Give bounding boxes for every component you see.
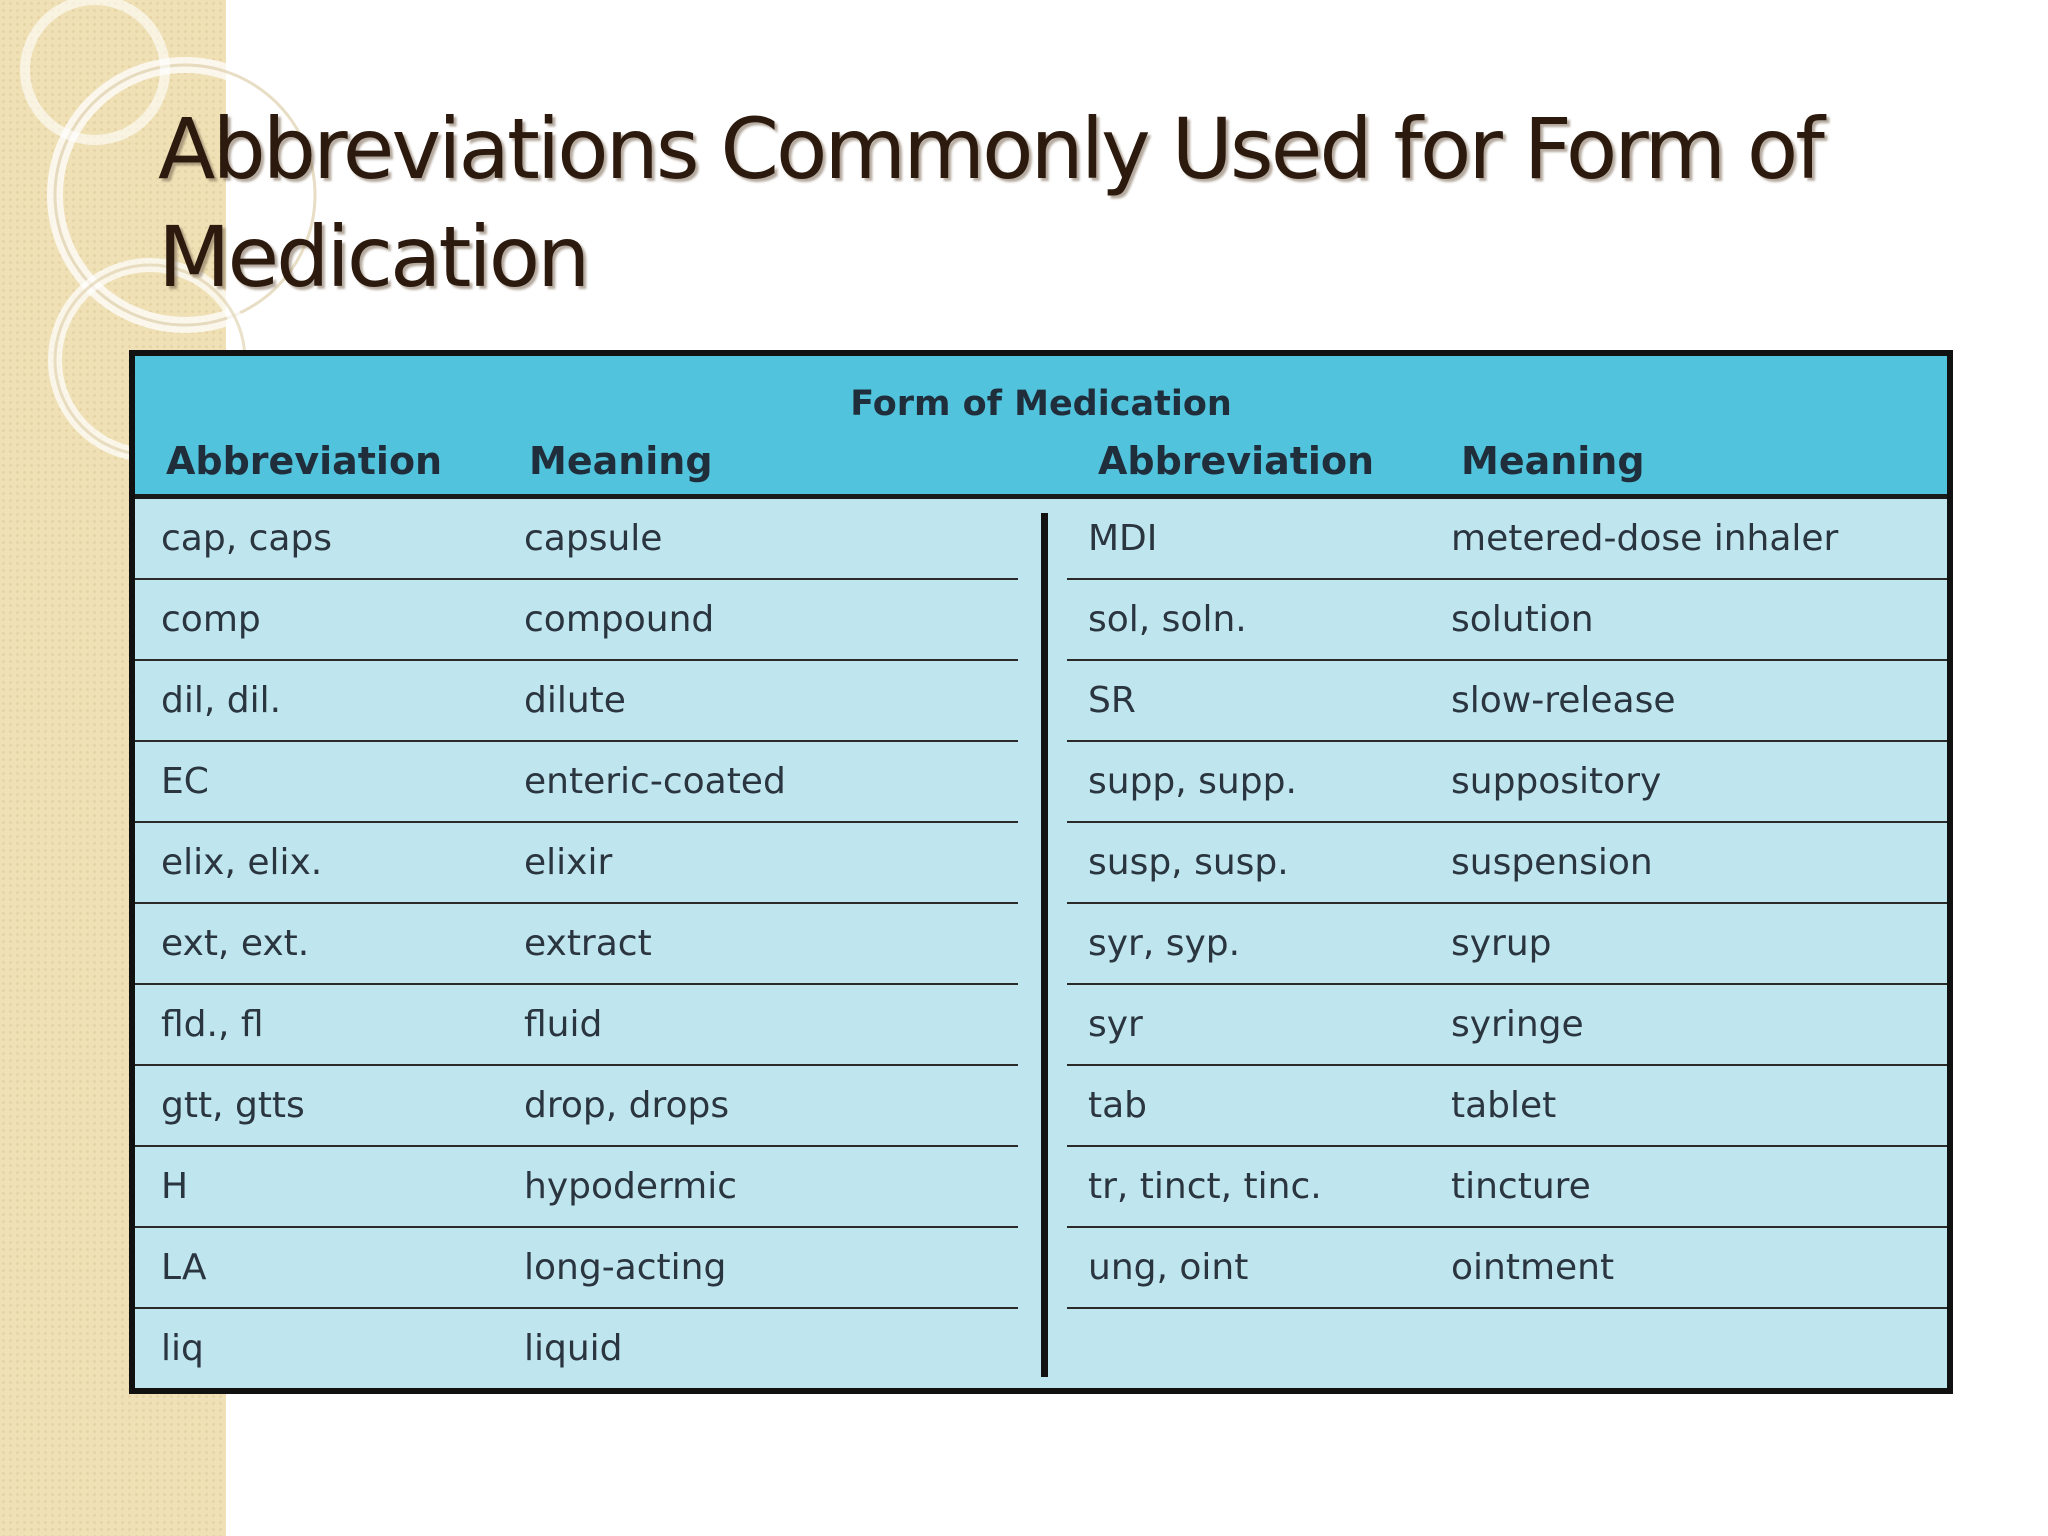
table-row — [1067, 499, 1947, 580]
abbreviation-cell: supp, supp. — [1088, 761, 1297, 802]
abbreviation-cell: tab — [1088, 1085, 1148, 1126]
table-row — [1067, 580, 1947, 661]
table-row — [135, 661, 1018, 742]
abbreviation-cell: ext, ext. — [161, 923, 310, 964]
meaning-cell: slow-release — [1451, 680, 1676, 721]
table-row — [135, 1228, 1018, 1309]
abbreviation-cell: liq — [161, 1328, 204, 1369]
table-row — [1067, 1228, 1947, 1309]
meaning-cell: metered-dose inhaler — [1451, 518, 1839, 559]
meaning-cell: suspension — [1451, 842, 1653, 883]
table-row — [1067, 661, 1947, 742]
table-body — [135, 499, 1947, 1388]
meaning-cell: dilute — [524, 680, 626, 721]
table-row — [135, 1066, 1018, 1147]
abbreviation-cell: ung, oint — [1088, 1247, 1249, 1288]
abbreviation-cell: susp, susp. — [1088, 842, 1289, 883]
meaning-cell: solution — [1451, 599, 1594, 640]
table-group-title: Form of Medication — [850, 384, 1232, 424]
table-row — [1067, 742, 1947, 823]
abbreviation-cell: fld., fl — [161, 1004, 264, 1045]
meaning-cell: syrup — [1451, 923, 1552, 964]
table-row — [1067, 1066, 1947, 1147]
table-row — [1067, 904, 1947, 985]
meaning-cell: compound — [524, 599, 715, 640]
meaning-cell: capsule — [524, 518, 663, 559]
column-header-meaning-right: Meaning — [1461, 439, 1645, 483]
meaning-cell: liquid — [524, 1328, 623, 1369]
abbreviation-cell: cap, caps — [161, 518, 333, 559]
table-row — [135, 985, 1018, 1066]
meaning-cell: extract — [524, 923, 652, 964]
abbreviation-cell: H — [161, 1166, 189, 1207]
meaning-cell: tincture — [1451, 1166, 1591, 1207]
abbreviation-cell: elix, elix. — [161, 842, 323, 883]
meaning-cell: tablet — [1451, 1085, 1557, 1126]
table-row — [1067, 1147, 1947, 1228]
table-row — [135, 823, 1018, 904]
column-header-abbreviation-right: Abbreviation — [1098, 439, 1375, 483]
abbreviation-cell: syr — [1088, 1004, 1143, 1045]
meaning-cell: ointment — [1451, 1247, 1615, 1288]
meaning-cell: long-acting — [524, 1247, 727, 1288]
abbreviation-cell: comp — [161, 599, 261, 640]
table-row — [1067, 823, 1947, 904]
slide-title: Abbreviations Commonly Used for Form of Medication — [158, 100, 1822, 306]
abbreviation-cell: tr, tinct, tinc. — [1088, 1166, 1322, 1207]
meaning-cell: hypodermic — [524, 1166, 738, 1207]
table-row — [135, 904, 1018, 985]
abbreviation-cell: SR — [1088, 680, 1136, 721]
column-header-abbreviation-left: Abbreviation — [166, 439, 443, 483]
table-row — [135, 1147, 1018, 1228]
meaning-cell: drop, drops — [524, 1085, 730, 1126]
meaning-cell: fluid — [524, 1004, 603, 1045]
table-row — [135, 499, 1018, 580]
abbreviation-cell: MDI — [1088, 518, 1158, 559]
medication-table — [129, 350, 1953, 1394]
meaning-cell: suppository — [1451, 761, 1662, 802]
abbreviation-cell: syr, syp. — [1088, 923, 1241, 964]
abbreviation-cell: LA — [161, 1247, 207, 1288]
meaning-cell: elixir — [524, 842, 613, 883]
table-row — [135, 742, 1018, 823]
abbreviation-cell: sol, soln. — [1088, 599, 1247, 640]
abbreviation-cell: dil, dil. — [161, 680, 282, 721]
table-header — [135, 356, 1947, 499]
table-row — [135, 580, 1018, 661]
abbreviation-cell: gtt, gtts — [161, 1085, 305, 1126]
abbreviation-cell: EC — [161, 761, 209, 802]
meaning-cell: enteric-coated — [524, 761, 786, 802]
table-row — [1067, 985, 1947, 1066]
meaning-cell: syringe — [1451, 1004, 1584, 1045]
column-header-meaning-left: Meaning — [529, 439, 713, 483]
table-row — [135, 1309, 1018, 1390]
column-divider — [1041, 513, 1048, 1377]
